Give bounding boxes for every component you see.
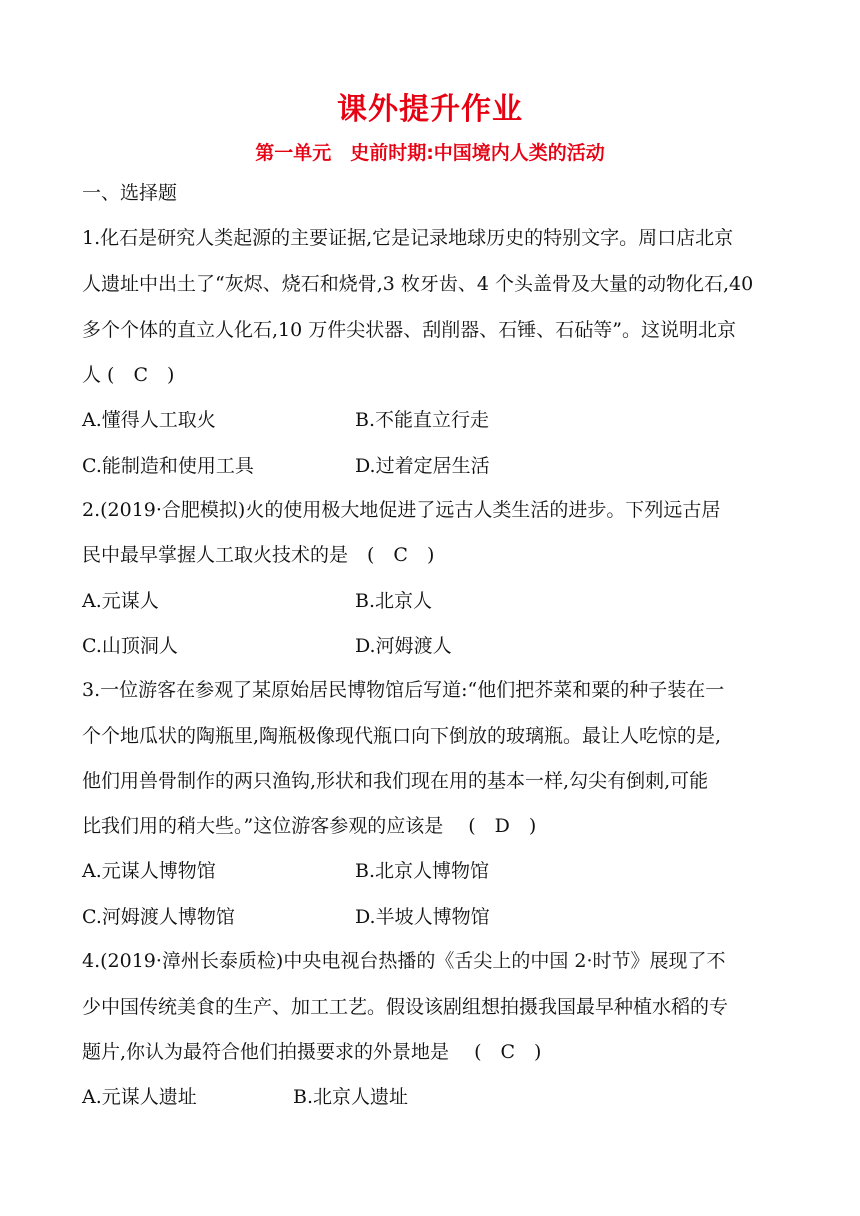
q2-option-a: A.元谋人	[82, 590, 159, 612]
q1-option-a: A.懂得人工取火	[82, 409, 216, 431]
q3-line-3: 他们用兽骨制作的两只渔钩,形状和我们现在用的基本一样,勾尖有倒刺,可能	[82, 770, 709, 792]
q3-option-b: B.北京人博物馆	[355, 860, 490, 882]
q4-line-2: 少中国传统美食的生产、加工工艺。假设该剧组想拍摄我国最早种植水稻的专	[82, 996, 729, 1018]
q1-option-b: B.不能直立行走	[355, 409, 490, 431]
q3-option-a: A.元谋人博物馆	[82, 860, 216, 882]
q1-line-2: 人遗址中出土了“灰烬、烧石和烧骨,3 枚牙齿、4 个头盖骨及大量的动物化石,40	[82, 273, 754, 295]
q2-line-1: 2.(2019·合肥模拟)火的使用极大地促进了远古人类生活的进步。下列远古居	[82, 499, 721, 521]
q3-option-d: D.半坡人博物馆	[355, 906, 490, 928]
q4-option-b: B.北京人遗址	[293, 1086, 409, 1108]
q2-option-b: B.北京人	[355, 590, 433, 612]
q2-line-2: 民中最早掌握人工取火技术的是 ( C )	[82, 544, 435, 566]
page-title: 课外提升作业	[337, 92, 523, 127]
q1-line-1: 1.化石是研究人类起源的主要证据,它是记录地球历史的特别文字。周口店北京	[82, 227, 734, 249]
q1-line-4: 人 ( C )	[82, 364, 175, 386]
q2-option-d: D.河姆渡人	[355, 635, 452, 657]
q1-line-3: 多个个体的直立人化石,10 万件尖状器、刮削器、石锤、石砧等”。这说明北京	[82, 319, 736, 341]
q3-line-1: 3.一位游客在参观了某原始居民博物馆后写道:“他们把芥菜和粟的种子装在一	[82, 679, 725, 701]
q2-option-c: C.山顶洞人	[82, 635, 178, 657]
q3-line-2: 个个地瓜状的陶瓶里,陶瓶极像现代瓶口向下倒放的玻璃瓶。最让人吃惊的是,	[82, 725, 722, 747]
section-heading: 一、选择题	[82, 182, 178, 204]
q1-option-c: C.能制造和使用工具	[82, 455, 254, 477]
q1-option-d: D.过着定居生活	[355, 455, 490, 477]
q4-line-1: 4.(2019·漳州长泰质检)中央电视台热播的《舌尖上的中国 2·时节》展现了不	[82, 950, 726, 972]
q3-option-c: C.河姆渡人博物馆	[82, 906, 235, 928]
q4-option-a: A.元谋人遗址	[82, 1086, 197, 1108]
q4-line-3: 题片,你认为最符合他们拍摄要求的外景地是 ( C )	[82, 1041, 542, 1063]
q3-line-4: 比我们用的稍大些。”这位游客参观的应该是 ( D )	[82, 815, 537, 837]
unit-subtitle: 第一单元 史前时期:中国境内人类的活动	[255, 142, 605, 164]
